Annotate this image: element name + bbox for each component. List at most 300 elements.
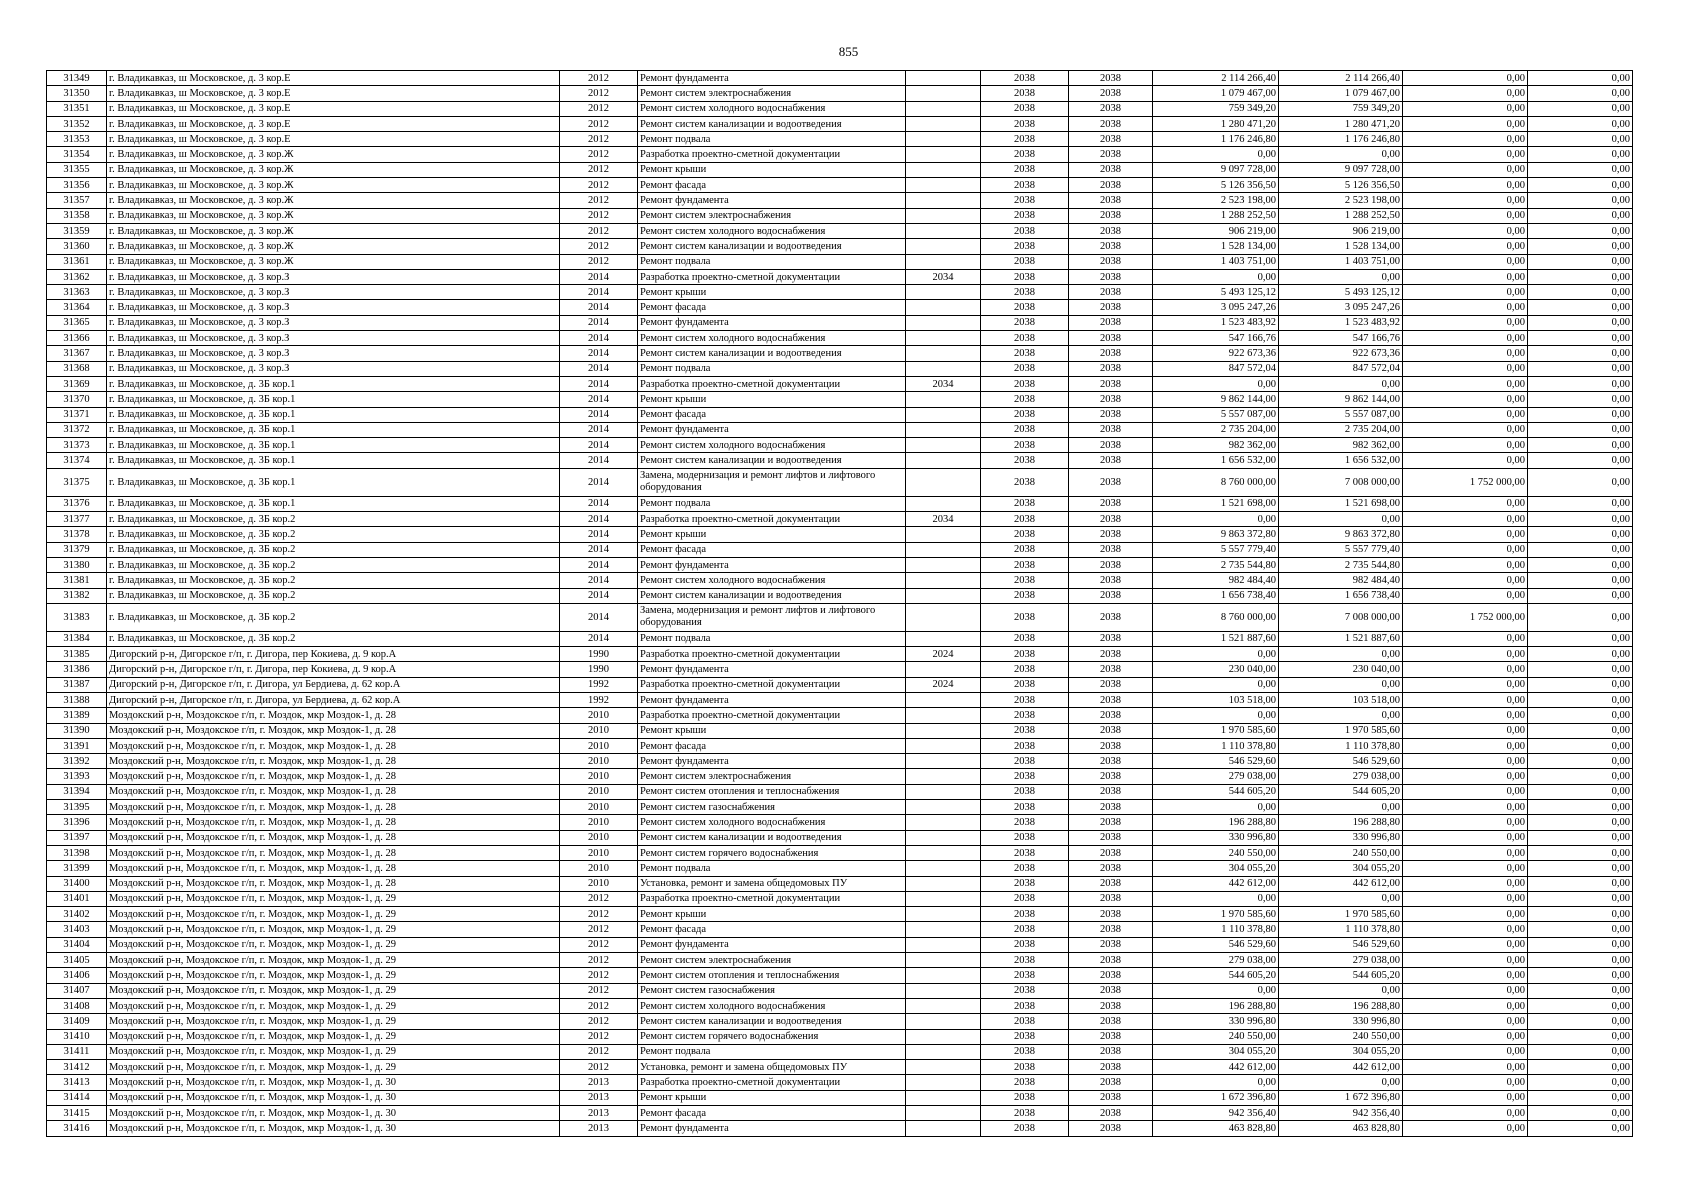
build-year-cell: 2014: [560, 496, 638, 511]
build-year-cell: 2012: [560, 239, 638, 254]
total-cost-cell: 0,00: [1153, 983, 1279, 998]
address-cell: Моздокский р-н, Моздокское г/п, г. Моздок, мкр Моздок-1, д. 29: [107, 907, 560, 922]
total-cost-cell: 442 612,00: [1153, 1060, 1279, 1075]
end-year-cell: 2038: [1069, 193, 1153, 208]
row-number-cell: 31373: [47, 438, 107, 453]
end-year-cell: 2038: [1069, 769, 1153, 784]
extra-cost-cell: 0,00: [1528, 953, 1633, 968]
other-cost-cell: 0,00: [1403, 647, 1528, 662]
total-cost-cell: 442 612,00: [1153, 876, 1279, 891]
build-year-cell: 2010: [560, 861, 638, 876]
extra-cost-cell: 0,00: [1528, 769, 1633, 784]
row-number-cell: 31363: [47, 285, 107, 300]
plan-year-cell: [906, 692, 981, 707]
row-number-cell: 31401: [47, 891, 107, 906]
other-cost-cell: 0,00: [1403, 438, 1528, 453]
table-row: [47, 769, 1697, 784]
table-row: [47, 1029, 1697, 1044]
plan-year-cell: [906, 239, 981, 254]
table-body: [47, 71, 1697, 1137]
table-row: [47, 239, 1697, 254]
other-cost-cell: 0,00: [1403, 1029, 1528, 1044]
total-cost-cell: 544 605,20: [1153, 968, 1279, 983]
table-row: [47, 269, 1697, 284]
fund-cost-cell: 982 362,00: [1279, 438, 1403, 453]
fund-cost-cell: 279 038,00: [1279, 769, 1403, 784]
build-year-cell: 2014: [560, 588, 638, 603]
end-year-cell: 2038: [1069, 331, 1153, 346]
work-type-cell: Разработка проектно-сметной документации: [638, 677, 906, 692]
table-row: [47, 603, 1697, 631]
build-year-cell: 2012: [560, 968, 638, 983]
address-cell: Моздокский р-н, Моздокское г/п, г. Моздок, мкр Моздок-1, д. 30: [107, 1106, 560, 1121]
start-year-cell: 2038: [981, 542, 1069, 557]
build-year-cell: 2014: [560, 453, 638, 468]
address-cell: г. Владикавказ, ш Московское, д. 3 кор.Ж: [107, 178, 560, 193]
fund-cost-cell: 922 673,36: [1279, 346, 1403, 361]
address-cell: г. Владикавказ, ш Московское, д. 3 кор.Е: [107, 71, 560, 86]
build-year-cell: 2012: [560, 101, 638, 116]
total-cost-cell: 5 126 356,50: [1153, 178, 1279, 193]
address-cell: Моздокский р-н, Моздокское г/п, г. Моздок, мкр Моздок-1, д. 28: [107, 861, 560, 876]
address-cell: г. Владикавказ, ш Московское, д. 3Б кор.1: [107, 453, 560, 468]
row-number-cell: 31368: [47, 361, 107, 376]
fund-cost-cell: 906 219,00: [1279, 223, 1403, 238]
total-cost-cell: 847 572,04: [1153, 361, 1279, 376]
total-cost-cell: 544 605,20: [1153, 784, 1279, 799]
plan-year-cell: [906, 71, 981, 86]
start-year-cell: 2038: [981, 603, 1069, 631]
total-cost-cell: 5 493 125,12: [1153, 285, 1279, 300]
end-year-cell: 2038: [1069, 1014, 1153, 1029]
address-cell: Моздокский р-н, Моздокское г/п, г. Моздок, мкр Моздок-1, д. 29: [107, 1044, 560, 1059]
address-cell: Моздокский р-н, Моздокское г/п, г. Моздок, мкр Моздок-1, д. 30: [107, 1090, 560, 1105]
start-year-cell: 2038: [981, 754, 1069, 769]
work-type-cell: Ремонт фасада: [638, 542, 906, 557]
end-year-cell: 2038: [1069, 631, 1153, 646]
work-type-cell: Разработка проектно-сметной документации: [638, 1075, 906, 1090]
build-year-cell: 2012: [560, 1014, 638, 1029]
address-cell: Моздокский р-н, Моздокское г/п, г. Моздок, мкр Моздок-1, д. 29: [107, 937, 560, 952]
end-year-cell: 2038: [1069, 178, 1153, 193]
address-cell: г. Владикавказ, ш Московское, д. 3 кор.Ж: [107, 193, 560, 208]
work-type-cell: Ремонт фундамента: [638, 193, 906, 208]
build-year-cell: 2012: [560, 937, 638, 952]
total-cost-cell: 1 656 738,40: [1153, 588, 1279, 603]
plan-year-cell: 2034: [906, 512, 981, 527]
extra-cost-cell: 0,00: [1528, 876, 1633, 891]
other-cost-cell: 0,00: [1403, 953, 1528, 968]
row-number-cell: 31358: [47, 208, 107, 223]
table-row: [47, 223, 1697, 238]
work-type-cell: Ремонт фундамента: [638, 71, 906, 86]
row-number-cell: 31398: [47, 845, 107, 860]
end-year-cell: 2038: [1069, 71, 1153, 86]
start-year-cell: 2038: [981, 208, 1069, 223]
fund-cost-cell: 546 529,60: [1279, 937, 1403, 952]
total-cost-cell: 9 097 728,00: [1153, 162, 1279, 177]
total-cost-cell: 1 521 698,00: [1153, 496, 1279, 511]
row-number-cell: 31399: [47, 861, 107, 876]
extra-cost-cell: 0,00: [1528, 1075, 1633, 1090]
work-type-cell: Ремонт систем электроснабжения: [638, 208, 906, 223]
fund-cost-cell: 942 356,40: [1279, 1106, 1403, 1121]
end-year-cell: 2038: [1069, 557, 1153, 572]
total-cost-cell: 330 996,80: [1153, 1014, 1279, 1029]
end-year-cell: 2038: [1069, 1121, 1153, 1136]
build-year-cell: 2010: [560, 754, 638, 769]
extra-cost-cell: 0,00: [1528, 708, 1633, 723]
row-number-cell: 31371: [47, 407, 107, 422]
row-number-cell: 31356: [47, 178, 107, 193]
plan-year-cell: [906, 937, 981, 952]
build-year-cell: 2010: [560, 723, 638, 738]
total-cost-cell: 0,00: [1153, 891, 1279, 906]
other-cost-cell: 0,00: [1403, 71, 1528, 86]
extra-cost-cell: 0,00: [1528, 438, 1633, 453]
start-year-cell: 2038: [981, 392, 1069, 407]
table-row: [47, 754, 1697, 769]
total-cost-cell: 0,00: [1153, 512, 1279, 527]
end-year-cell: 2038: [1069, 662, 1153, 677]
other-cost-cell: 0,00: [1403, 937, 1528, 952]
total-cost-cell: 982 362,00: [1153, 438, 1279, 453]
table-row: [47, 331, 1697, 346]
table-row: [47, 662, 1697, 677]
fund-cost-cell: 1 656 738,40: [1279, 588, 1403, 603]
total-cost-cell: 0,00: [1153, 147, 1279, 162]
total-cost-cell: 0,00: [1153, 708, 1279, 723]
total-cost-cell: 2 523 198,00: [1153, 193, 1279, 208]
other-cost-cell: 0,00: [1403, 845, 1528, 860]
extra-cost-cell: 0,00: [1528, 647, 1633, 662]
build-year-cell: 2010: [560, 769, 638, 784]
start-year-cell: 2038: [981, 1029, 1069, 1044]
extra-cost-cell: 0,00: [1528, 407, 1633, 422]
fund-cost-cell: 1 528 134,00: [1279, 239, 1403, 254]
address-cell: г. Владикавказ, ш Московское, д. 3Б кор.2: [107, 512, 560, 527]
plan-year-cell: [906, 300, 981, 315]
other-cost-cell: 0,00: [1403, 723, 1528, 738]
other-cost-cell: 0,00: [1403, 331, 1528, 346]
total-cost-cell: 279 038,00: [1153, 953, 1279, 968]
fund-cost-cell: 544 605,20: [1279, 968, 1403, 983]
fund-cost-cell: 2 523 198,00: [1279, 193, 1403, 208]
extra-cost-cell: 0,00: [1528, 845, 1633, 860]
extra-cost-cell: 0,00: [1528, 361, 1633, 376]
total-cost-cell: 9 863 372,80: [1153, 527, 1279, 542]
work-type-cell: Ремонт подвала: [638, 861, 906, 876]
extra-cost-cell: 0,00: [1528, 937, 1633, 952]
end-year-cell: 2038: [1069, 315, 1153, 330]
other-cost-cell: 0,00: [1403, 361, 1528, 376]
extra-cost-cell: 0,00: [1528, 922, 1633, 937]
address-cell: Моздокский р-н, Моздокское г/п, г. Моздок, мкр Моздок-1, д. 28: [107, 845, 560, 860]
other-cost-cell: 0,00: [1403, 422, 1528, 437]
address-cell: г. Владикавказ, ш Московское, д. 3 кор.Ж: [107, 162, 560, 177]
build-year-cell: 2012: [560, 891, 638, 906]
total-cost-cell: 240 550,00: [1153, 1029, 1279, 1044]
build-year-cell: 2013: [560, 1090, 638, 1105]
table-row: [47, 193, 1697, 208]
address-cell: г. Владикавказ, ш Московское, д. 3 кор.Ж: [107, 239, 560, 254]
table-row: [47, 496, 1697, 511]
address-cell: г. Владикавказ, ш Московское, д. 3Б кор.1: [107, 392, 560, 407]
start-year-cell: 2038: [981, 300, 1069, 315]
other-cost-cell: 0,00: [1403, 998, 1528, 1013]
other-cost-cell: 0,00: [1403, 891, 1528, 906]
start-year-cell: 2038: [981, 438, 1069, 453]
table-row: [47, 922, 1697, 937]
plan-year-cell: [906, 1106, 981, 1121]
end-year-cell: 2038: [1069, 512, 1153, 527]
total-cost-cell: 546 529,60: [1153, 937, 1279, 952]
start-year-cell: 2038: [981, 346, 1069, 361]
extra-cost-cell: 0,00: [1528, 331, 1633, 346]
row-number-cell: 31380: [47, 557, 107, 572]
fund-cost-cell: 0,00: [1279, 983, 1403, 998]
fund-cost-cell: 9 097 728,00: [1279, 162, 1403, 177]
row-number-cell: 31383: [47, 603, 107, 631]
table-row: [47, 392, 1697, 407]
extra-cost-cell: 0,00: [1528, 101, 1633, 116]
row-number-cell: 31390: [47, 723, 107, 738]
extra-cost-cell: 0,00: [1528, 891, 1633, 906]
other-cost-cell: 0,00: [1403, 239, 1528, 254]
address-cell: г. Владикавказ, ш Московское, д. 3 кор.З: [107, 331, 560, 346]
table-row: [47, 468, 1697, 496]
end-year-cell: 2038: [1069, 285, 1153, 300]
extra-cost-cell: 0,00: [1528, 193, 1633, 208]
plan-year-cell: 2024: [906, 677, 981, 692]
work-type-cell: Ремонт крыши: [638, 1090, 906, 1105]
end-year-cell: 2038: [1069, 392, 1153, 407]
plan-year-cell: [906, 1090, 981, 1105]
plan-year-cell: [906, 845, 981, 860]
row-number-cell: 31369: [47, 376, 107, 391]
table-row: [47, 647, 1697, 662]
work-type-cell: Разработка проектно-сметной документации: [638, 512, 906, 527]
total-cost-cell: 0,00: [1153, 677, 1279, 692]
extra-cost-cell: 0,00: [1528, 285, 1633, 300]
end-year-cell: 2038: [1069, 876, 1153, 891]
table-row: [47, 254, 1697, 269]
total-cost-cell: 8 760 000,00: [1153, 468, 1279, 496]
total-cost-cell: 1 970 585,60: [1153, 723, 1279, 738]
build-year-cell: 1992: [560, 677, 638, 692]
address-cell: г. Владикавказ, ш Московское, д. 3 кор.З: [107, 300, 560, 315]
table-row: [47, 376, 1697, 391]
fund-cost-cell: 5 557 087,00: [1279, 407, 1403, 422]
total-cost-cell: 0,00: [1153, 647, 1279, 662]
row-number-cell: 31357: [47, 193, 107, 208]
fund-cost-cell: 1 110 378,80: [1279, 738, 1403, 753]
build-year-cell: 2012: [560, 71, 638, 86]
plan-year-cell: [906, 588, 981, 603]
build-year-cell: 2014: [560, 269, 638, 284]
other-cost-cell: 0,00: [1403, 193, 1528, 208]
row-number-cell: 31382: [47, 588, 107, 603]
row-number-cell: 31395: [47, 800, 107, 815]
address-cell: Моздокский р-н, Моздокское г/п, г. Моздок, мкр Моздок-1, д. 30: [107, 1075, 560, 1090]
start-year-cell: 2038: [981, 692, 1069, 707]
table-row: [47, 178, 1697, 193]
end-year-cell: 2038: [1069, 453, 1153, 468]
total-cost-cell: 547 166,76: [1153, 331, 1279, 346]
plan-year-cell: [906, 468, 981, 496]
total-cost-cell: 1 672 396,80: [1153, 1090, 1279, 1105]
build-year-cell: 2014: [560, 285, 638, 300]
row-number-cell: 31375: [47, 468, 107, 496]
work-type-cell: Ремонт систем холодного водоснабжения: [638, 438, 906, 453]
fund-cost-cell: 0,00: [1279, 147, 1403, 162]
total-cost-cell: 1 656 532,00: [1153, 453, 1279, 468]
start-year-cell: 2038: [981, 496, 1069, 511]
build-year-cell: 2013: [560, 1075, 638, 1090]
address-cell: г. Владикавказ, ш Московское, д. 3Б кор.2: [107, 557, 560, 572]
work-type-cell: Ремонт фасада: [638, 300, 906, 315]
table-row: [47, 815, 1697, 830]
fund-cost-cell: 5 557 779,40: [1279, 542, 1403, 557]
extra-cost-cell: 0,00: [1528, 468, 1633, 496]
extra-cost-cell: 0,00: [1528, 527, 1633, 542]
address-cell: Моздокский р-н, Моздокское г/п, г. Моздок, мкр Моздок-1, д. 30: [107, 1121, 560, 1136]
address-cell: г. Владикавказ, ш Московское, д. 3Б кор.2: [107, 603, 560, 631]
build-year-cell: 2010: [560, 845, 638, 860]
build-year-cell: 2012: [560, 907, 638, 922]
work-type-cell: Ремонт систем отопления и теплоснабжения: [638, 784, 906, 799]
other-cost-cell: 0,00: [1403, 542, 1528, 557]
work-type-cell: Ремонт фасада: [638, 738, 906, 753]
fund-cost-cell: 5 493 125,12: [1279, 285, 1403, 300]
build-year-cell: 2014: [560, 346, 638, 361]
fund-cost-cell: 982 484,40: [1279, 573, 1403, 588]
start-year-cell: 2038: [981, 178, 1069, 193]
plan-year-cell: [906, 1075, 981, 1090]
repair-schedule-table: [46, 70, 1697, 1137]
table-row: [47, 285, 1697, 300]
other-cost-cell: 0,00: [1403, 573, 1528, 588]
extra-cost-cell: 0,00: [1528, 557, 1633, 572]
plan-year-cell: [906, 815, 981, 830]
address-cell: г. Владикавказ, ш Московское, д. 3Б кор.2: [107, 631, 560, 646]
plan-year-cell: [906, 1029, 981, 1044]
row-number-cell: 31374: [47, 453, 107, 468]
total-cost-cell: 3 095 247,26: [1153, 300, 1279, 315]
total-cost-cell: 230 040,00: [1153, 662, 1279, 677]
extra-cost-cell: 0,00: [1528, 662, 1633, 677]
start-year-cell: 2038: [981, 1106, 1069, 1121]
plan-year-cell: [906, 527, 981, 542]
other-cost-cell: 0,00: [1403, 815, 1528, 830]
table-row: [47, 101, 1697, 116]
build-year-cell: 2014: [560, 631, 638, 646]
row-number-cell: 31381: [47, 573, 107, 588]
end-year-cell: 2038: [1069, 1029, 1153, 1044]
table-row: [47, 800, 1697, 815]
fund-cost-cell: 442 612,00: [1279, 1060, 1403, 1075]
extra-cost-cell: 0,00: [1528, 453, 1633, 468]
address-cell: г. Владикавказ, ш Московское, д. 3Б кор.2: [107, 588, 560, 603]
total-cost-cell: 1 280 471,20: [1153, 116, 1279, 131]
address-cell: г. Владикавказ, ш Московское, д. 3 кор.Ж: [107, 147, 560, 162]
total-cost-cell: 1 528 134,00: [1153, 239, 1279, 254]
work-type-cell: Ремонт крыши: [638, 285, 906, 300]
address-cell: г. Владикавказ, ш Московское, д. 3 кор.Е: [107, 132, 560, 147]
address-cell: Моздокский р-н, Моздокское г/п, г. Моздок, мкр Моздок-1, д. 29: [107, 953, 560, 968]
start-year-cell: 2038: [981, 116, 1069, 131]
build-year-cell: 2012: [560, 223, 638, 238]
other-cost-cell: 0,00: [1403, 527, 1528, 542]
row-number-cell: 31389: [47, 708, 107, 723]
work-type-cell: Ремонт подвала: [638, 1044, 906, 1059]
address-cell: г. Владикавказ, ш Московское, д. 3 кор.З: [107, 315, 560, 330]
fund-cost-cell: 0,00: [1279, 269, 1403, 284]
table-row: [47, 1106, 1697, 1121]
address-cell: Дигорский р-н, Дигорское г/п, г. Дигора, пер Кокиева, д. 9 кор.А: [107, 647, 560, 662]
work-type-cell: Ремонт фундамента: [638, 692, 906, 707]
row-number-cell: 31394: [47, 784, 107, 799]
row-number-cell: 31384: [47, 631, 107, 646]
build-year-cell: 2010: [560, 708, 638, 723]
start-year-cell: 2038: [981, 1044, 1069, 1059]
start-year-cell: 2038: [981, 1014, 1069, 1029]
total-cost-cell: 240 550,00: [1153, 845, 1279, 860]
start-year-cell: 2038: [981, 1060, 1069, 1075]
end-year-cell: 2038: [1069, 588, 1153, 603]
end-year-cell: 2038: [1069, 468, 1153, 496]
plan-year-cell: [906, 438, 981, 453]
address-cell: Дигорский р-н, Дигорское г/п, г. Дигора, пер Кокиева, д. 9 кор.А: [107, 662, 560, 677]
plan-year-cell: [906, 453, 981, 468]
row-number-cell: 31403: [47, 922, 107, 937]
work-type-cell: Ремонт систем холодного водоснабжения: [638, 223, 906, 238]
work-type-cell: Ремонт систем газоснабжения: [638, 983, 906, 998]
start-year-cell: 2038: [981, 147, 1069, 162]
address-cell: Моздокский р-н, Моздокское г/п, г. Моздок, мкр Моздок-1, д. 28: [107, 830, 560, 845]
fund-cost-cell: 0,00: [1279, 376, 1403, 391]
table-row: [47, 937, 1697, 952]
extra-cost-cell: 0,00: [1528, 422, 1633, 437]
end-year-cell: 2038: [1069, 116, 1153, 131]
other-cost-cell: 0,00: [1403, 223, 1528, 238]
plan-year-cell: [906, 968, 981, 983]
start-year-cell: 2038: [981, 557, 1069, 572]
plan-year-cell: [906, 1044, 981, 1059]
plan-year-cell: [906, 922, 981, 937]
plan-year-cell: [906, 193, 981, 208]
build-year-cell: 2012: [560, 983, 638, 998]
end-year-cell: 2038: [1069, 983, 1153, 998]
build-year-cell: 2014: [560, 422, 638, 437]
total-cost-cell: 982 484,40: [1153, 573, 1279, 588]
start-year-cell: 2038: [981, 907, 1069, 922]
end-year-cell: 2038: [1069, 968, 1153, 983]
work-type-cell: Разработка проектно-сметной документации: [638, 708, 906, 723]
table-row: [47, 71, 1697, 86]
extra-cost-cell: 0,00: [1528, 692, 1633, 707]
end-year-cell: 2038: [1069, 861, 1153, 876]
start-year-cell: 2038: [981, 453, 1069, 468]
start-year-cell: 2038: [981, 361, 1069, 376]
extra-cost-cell: 0,00: [1528, 223, 1633, 238]
build-year-cell: 2013: [560, 1106, 638, 1121]
fund-cost-cell: 0,00: [1279, 708, 1403, 723]
extra-cost-cell: 0,00: [1528, 1044, 1633, 1059]
work-type-cell: Ремонт систем отопления и теплоснабжения: [638, 968, 906, 983]
row-number-cell: 31386: [47, 662, 107, 677]
address-cell: г. Владикавказ, ш Московское, д. 3Б кор.1: [107, 438, 560, 453]
